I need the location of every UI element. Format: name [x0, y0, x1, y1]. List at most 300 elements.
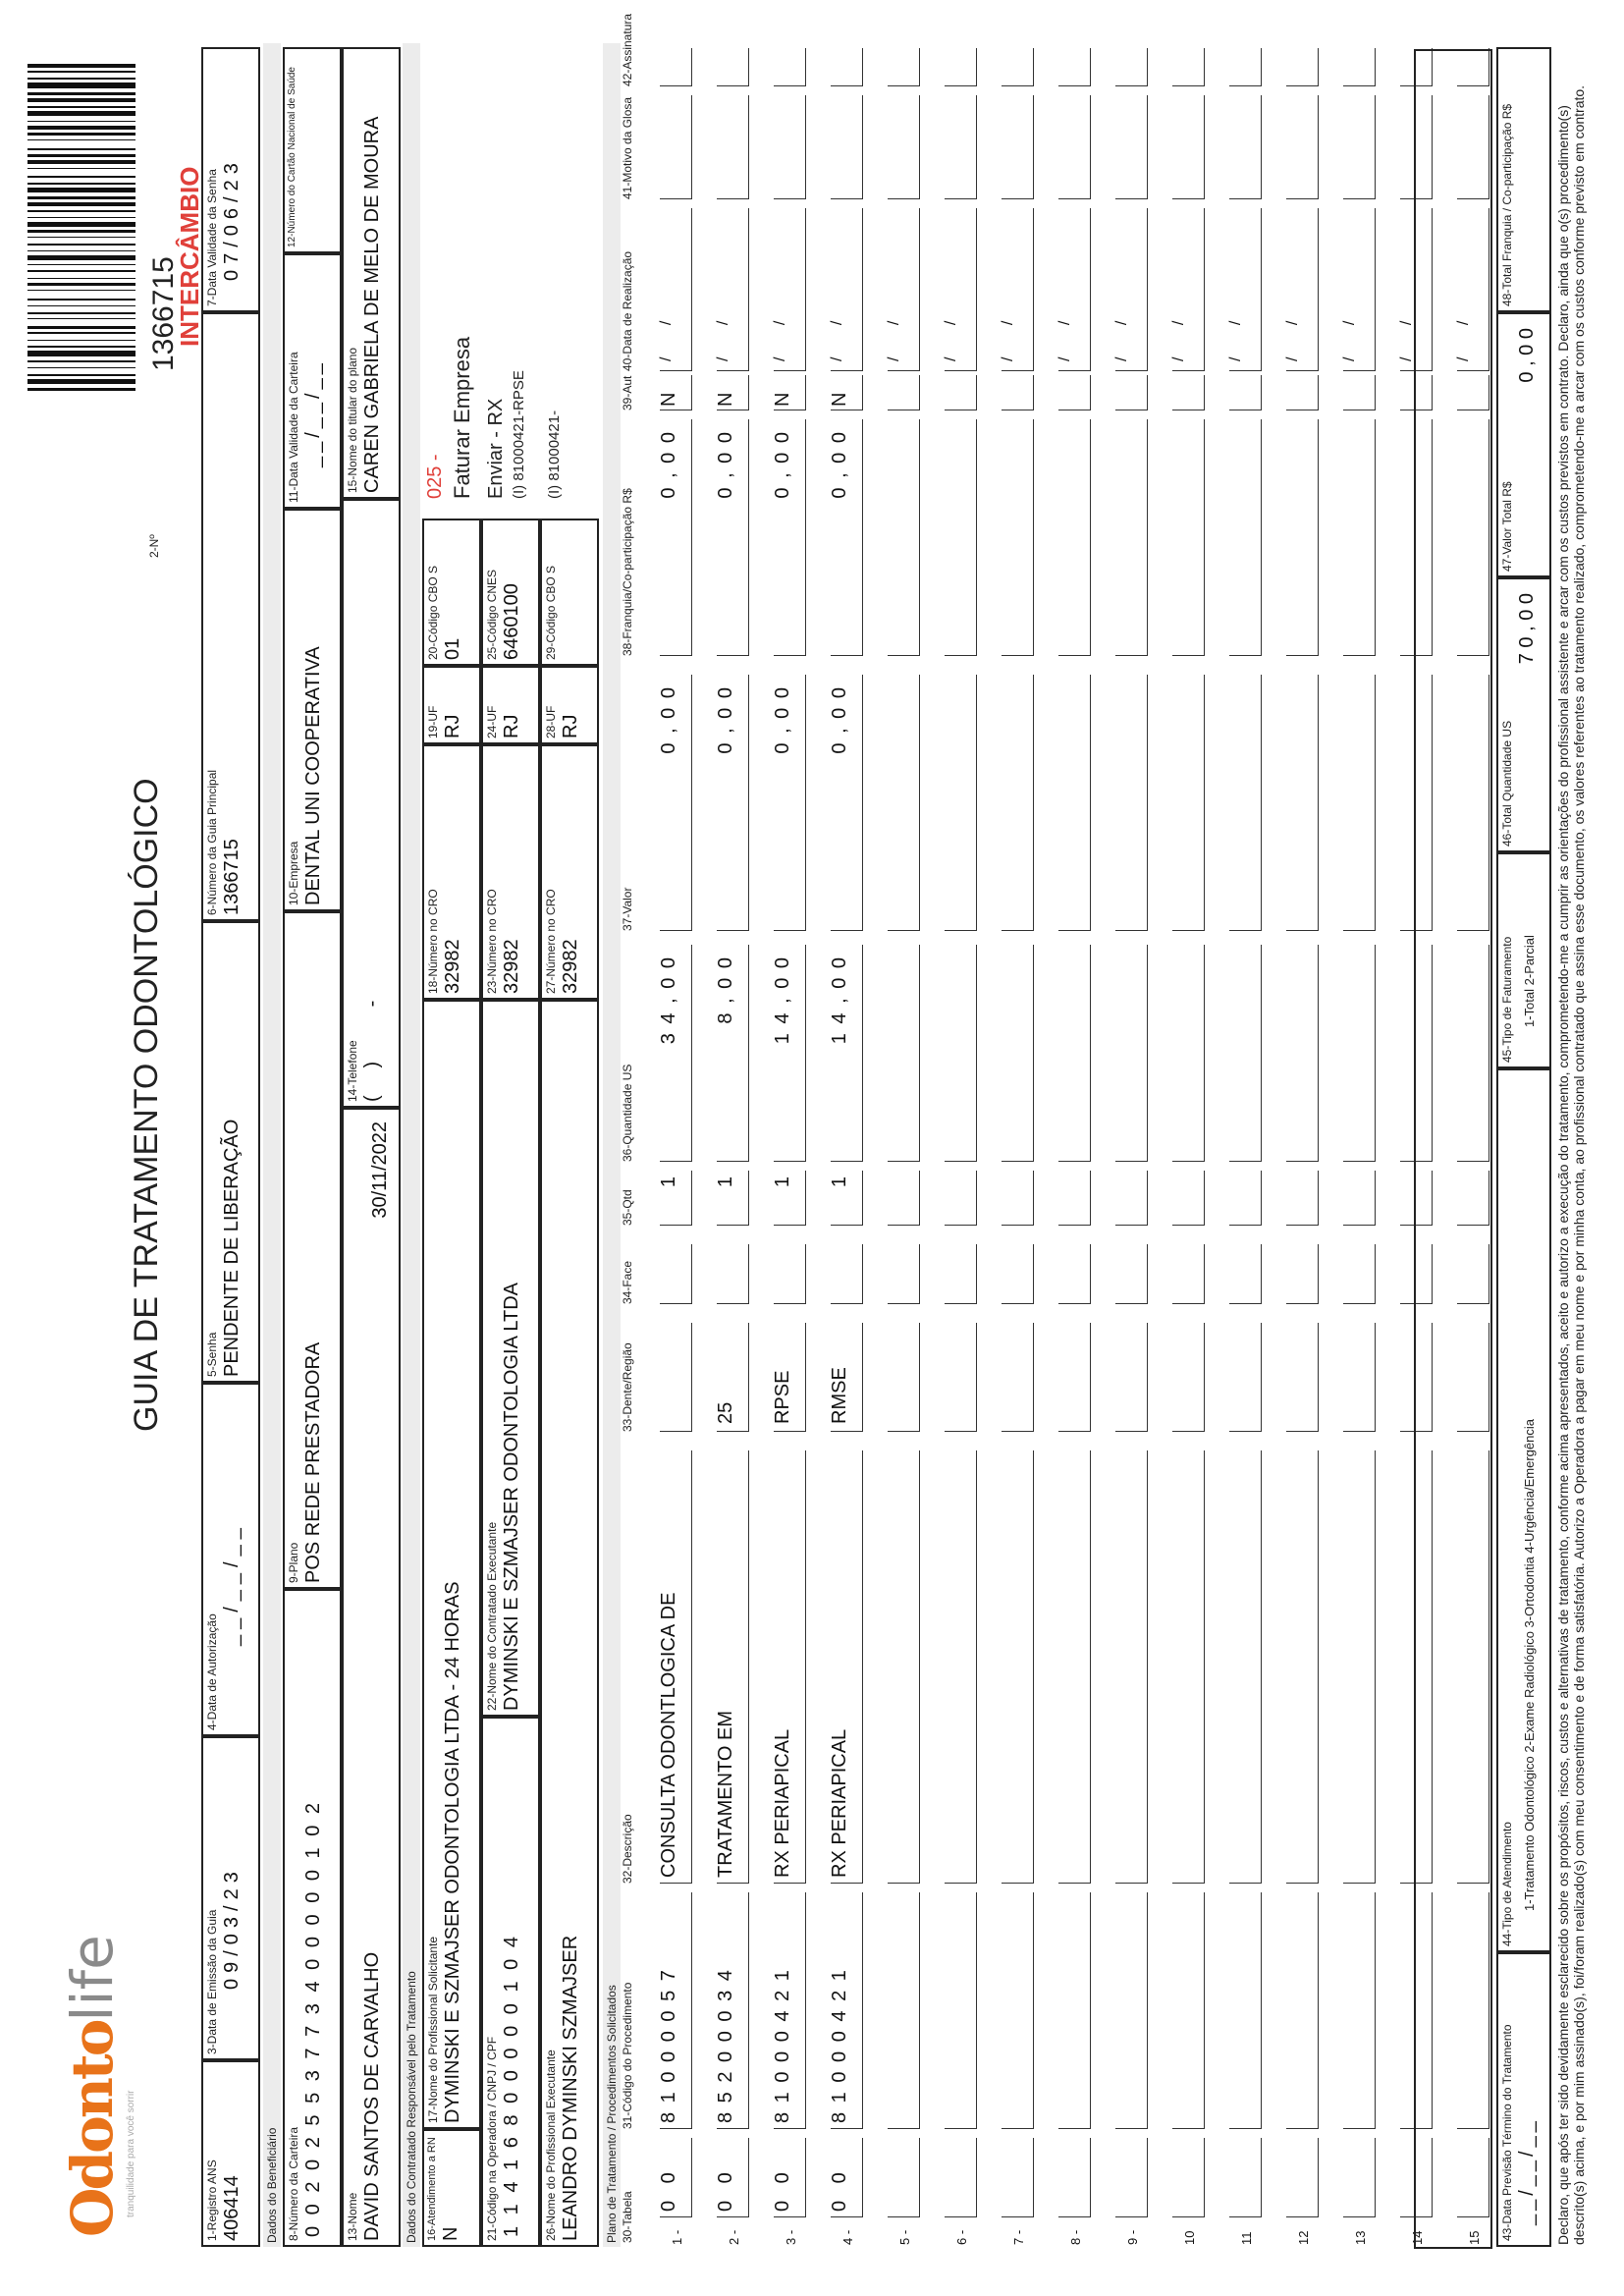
contratado-exec-value: DYMINSKI E SZMAJSER ODONTOLOGIA LTDA	[501, 1282, 522, 1711]
cell-underline	[1115, 1892, 1148, 2129]
status-code: 025 -	[424, 454, 446, 499]
cell-underline	[1229, 2138, 1262, 2217]
cell-underline	[888, 1323, 920, 1432]
row-number: 9 -	[1125, 2229, 1140, 2245]
field-cns[interactable]: 12-Número do Cartão Nacional de Saúde	[283, 47, 342, 253]
cell-underline	[1229, 419, 1262, 656]
field-uf2[interactable]: 24-UF RJ	[481, 666, 540, 744]
cell-underline	[1172, 95, 1205, 199]
barcode-bar	[27, 318, 135, 319]
quantidade-us-value: 3 4 , 0 0	[658, 956, 679, 1045]
cell-underline	[1343, 1244, 1376, 1304]
empresa-value: DENTAL UNI COOPERATIVA	[302, 646, 324, 905]
row-number: 3 -	[784, 2229, 798, 2245]
row-number: 8 -	[1068, 2229, 1083, 2245]
logo-text-odonto: Odonto	[59, 2021, 126, 2237]
uf-value: RJ	[442, 714, 463, 738]
field-prof-solicitante[interactable]: 17-Nome do Profissional Solicitante DYMINSKI E SZMAJSER ODONTOLOGIA LTDA - 24 HORAS	[422, 1000, 481, 2129]
data-realizacao-value: / /	[829, 306, 845, 361]
field-validade-carteira[interactable]: 11-Data Validade da Carteira __/__/__	[283, 253, 342, 509]
cell-underline	[888, 1892, 920, 2129]
field-prof-exec[interactable]: 26-Nome do Profissional Executante LEANDRO DYMINSKI SZMAJSER	[540, 1000, 599, 2247]
cell-underline	[1343, 1323, 1376, 1432]
cell-underline	[717, 95, 749, 199]
barcode-bar	[27, 332, 135, 334]
barcode-bar	[27, 264, 135, 265]
cell-underline	[1115, 1323, 1148, 1432]
prof-exec-value: LEANDRO DYMINSKI SZMAJSER	[560, 1935, 581, 2241]
cod-operadora-value: 1 1 4 1 6 8 0 0 0 0 0 1 0 4	[501, 1934, 522, 2237]
field-senha[interactable]: 5-Senha PENDENTE DE LIBERAÇÃO	[201, 921, 260, 1383]
cell-underline	[945, 2138, 977, 2217]
cell-underline	[1229, 1244, 1262, 1304]
cell-underline	[1343, 95, 1376, 199]
cell-underline	[717, 1244, 749, 1304]
cell-underline	[888, 945, 920, 1162]
cell-underline	[660, 95, 692, 199]
cell-underline	[945, 419, 977, 656]
cell-underline	[1229, 95, 1262, 199]
data-realizacao-value: / /	[1056, 306, 1073, 361]
field-total-franquia[interactable]: 48-Total Franquia / Co-participação R$	[1496, 47, 1551, 312]
cell-underline	[1286, 1244, 1319, 1304]
field-cro[interactable]: 18-Número no CRO 32982	[422, 744, 481, 1000]
cell-underline	[1343, 1171, 1376, 1226]
field-tipo-atendimento[interactable]: 44-Tipo de Atendimento 1-Tratamento Odontológico 2-Exame Radiológico 3-Ortodontia 4-Urgência/Emergência	[1496, 1068, 1551, 1952]
descricao-value: CONSULTA ODONTLOGICA DE	[658, 1592, 679, 1878]
cell-underline	[1229, 1171, 1262, 1226]
qtd-value: 1	[715, 1176, 736, 1188]
cell-underline	[1058, 419, 1091, 656]
prof-solicitante-value: DYMINSKI E SZMAJSER ODONTOLOGIA LTDA - 24 HORAS	[442, 1581, 463, 2123]
note-rpse: (I) 81000421-RPSE	[511, 370, 527, 499]
data-realizacao-value: / /	[1000, 306, 1016, 361]
tabela-value: 0 0	[715, 2166, 736, 2212]
cell-underline	[774, 48, 806, 86]
row-number: 15	[1467, 2230, 1482, 2245]
uf2-value: RJ	[501, 714, 522, 738]
cell-underline	[945, 375, 977, 410]
cell-underline	[774, 95, 806, 199]
barcode-bar	[27, 374, 135, 376]
field-observacao-box[interactable]	[1414, 49, 1492, 2249]
cell-underline	[1286, 95, 1319, 199]
cell-underline	[888, 1244, 920, 1304]
cell-underline	[1058, 1171, 1091, 1226]
cell-underline	[1058, 675, 1091, 931]
field-cod-operadora[interactable]: 21-Código na Operadora / CNPJ / CPF 1 1 4 1 6 8 0 0 0 0 0 1 0 4	[481, 1717, 540, 2247]
barcode-bar	[27, 196, 135, 199]
table-row[interactable]	[1267, 47, 1324, 2247]
cell-underline	[1286, 1892, 1319, 2129]
cell-underline	[660, 1323, 692, 1432]
barcode-bar	[27, 250, 135, 251]
table-row[interactable]	[697, 47, 754, 2247]
row-number: 2 -	[727, 2229, 741, 2245]
cell-underline	[945, 1892, 977, 2129]
cell-underline	[660, 48, 692, 86]
field-plano[interactable]: 9-Plano POS REDE PRESTADORA	[283, 911, 342, 1589]
note-enviar-rx: Enviar - RX	[485, 398, 507, 499]
cell-underline	[945, 1450, 977, 1884]
valor-total-value: 0 , 0 0	[1516, 328, 1538, 383]
table-row[interactable]	[925, 47, 982, 2247]
data-realizacao-value: / /	[1398, 306, 1415, 361]
barcode-bar	[27, 351, 135, 356]
table-row[interactable]	[640, 47, 697, 2247]
cell-underline	[831, 48, 863, 86]
cell-underline	[1172, 1450, 1205, 1884]
tabela-value: 0 0	[829, 2166, 850, 2212]
cell-underline	[1115, 945, 1148, 1162]
data-emissao-value: 09/03/23	[221, 1866, 243, 1990]
cell-underline	[1229, 48, 1262, 86]
table-row[interactable]	[1210, 47, 1267, 2247]
barcode-bar	[27, 222, 135, 227]
barcode-bar	[27, 360, 135, 362]
telefone-value: ( ) -	[361, 1000, 383, 1102]
table-row[interactable]	[1096, 47, 1153, 2247]
field-uf3[interactable]: 28-UF RJ	[540, 666, 599, 744]
barcode-bar	[27, 106, 135, 108]
codigo-value: 8 1 0 0 0 4 2 1	[772, 1968, 793, 2123]
total-us-value: 7 0 , 0 0	[1516, 593, 1538, 665]
nome-value: DAVID SANTOS DE CARVALHO	[361, 1951, 383, 2241]
field-validade-senha[interactable]: 7-Data Validade da Senha 07/06/23	[201, 47, 260, 312]
cell-underline	[1343, 375, 1376, 410]
row-number: 5 -	[897, 2229, 912, 2245]
cell-underline	[1058, 375, 1091, 410]
data-realizacao-value: / /	[1227, 306, 1244, 361]
cell-underline	[660, 1244, 692, 1304]
field-cbo3[interactable]: 29-Código CBO S	[540, 519, 599, 666]
barcode-bar	[27, 312, 135, 314]
cell-underline	[1001, 945, 1034, 1162]
cell-underline	[1343, 1450, 1376, 1884]
codigo-value: 8 1 0 0 0 0 5 7	[658, 1968, 679, 2123]
barcode-bar	[27, 148, 135, 150]
field-empresa[interactable]: 10-Empresa DENTAL UNI COOPERATIVA	[283, 509, 342, 911]
barcode-bar	[27, 283, 135, 286]
cell-underline	[945, 1323, 977, 1432]
cro-value: 32982	[442, 939, 463, 994]
cell-underline	[1172, 1892, 1205, 2129]
field-total-us[interactable]: 46-Total Quantidade US 7 0 , 0 0	[1496, 577, 1551, 852]
procedures-header: 30-Tabela 31-Código do Procedimento 32-Descrição 33-Dente/Região 34-Face 35-Qtd 36-Quantidade US 37-Valor 38-Franquia/Co-participação R$ 39-Aut 40-Data de Realização 41-Motivo da Glosa 42-Assinatura	[621, 13, 634, 2243]
titular-value: CAREN GABRIELA DE MELO DE MOURA	[361, 116, 383, 493]
barcode-bar	[27, 305, 135, 306]
cell-underline	[1058, 1450, 1091, 1884]
data-autorizacao-value: __/__/__	[221, 1522, 243, 1646]
franquia-value: 0 , 0 0	[772, 430, 793, 499]
cbo-value: 01	[442, 637, 463, 660]
cell-underline	[1172, 1171, 1205, 1226]
cell-underline	[945, 675, 977, 931]
data-realizacao-value: / /	[886, 306, 902, 361]
row-number: 6 -	[954, 2229, 969, 2245]
cell-underline	[1343, 675, 1376, 931]
barcode-bar	[27, 111, 135, 116]
cell-underline	[888, 1171, 920, 1226]
cell-underline	[1229, 1450, 1262, 1884]
logo	[59, 1935, 147, 2237]
valor-value: 0 , 0 0	[772, 685, 793, 754]
row-number: 7 -	[1011, 2229, 1026, 2245]
quantidade-us-value: 8 , 0 0	[715, 956, 736, 1024]
registro-ans-value: 406414	[221, 2175, 243, 2241]
field-cnes[interactable]: 25-Código CNES 6460100	[481, 519, 540, 666]
validade-senha-value: 07/06/23	[221, 157, 243, 281]
dente-value: 25	[715, 1401, 736, 1424]
quantidade-us-value: 1 4 , 0 0	[829, 956, 850, 1045]
tabela-value: 0 0	[772, 2166, 793, 2212]
cell-underline	[1001, 1450, 1034, 1884]
barcode-bar	[27, 217, 135, 218]
table-row[interactable]	[754, 47, 811, 2247]
barcode-bar	[27, 255, 135, 260]
barcode-bar	[27, 278, 135, 279]
field-previsao[interactable]: 43-Data Previsão Término do Tratamento __/__/__	[1496, 1952, 1551, 2247]
cell-underline	[945, 95, 977, 199]
valor-value: 0 , 0 0	[715, 685, 736, 754]
barcode	[27, 57, 135, 391]
cell-underline	[1229, 375, 1262, 410]
table-row[interactable]	[811, 47, 868, 2247]
cell-underline	[888, 2138, 920, 2217]
barcode-bar	[27, 121, 135, 122]
row-number: 13	[1353, 2230, 1368, 2245]
qtd-value: 1	[658, 1176, 679, 1188]
cell-underline	[1172, 375, 1205, 410]
cell-underline	[1172, 1323, 1205, 1432]
table-row[interactable]	[1324, 47, 1380, 2247]
cell-underline	[1115, 419, 1148, 656]
cell-underline	[1058, 1892, 1091, 2129]
descricao-value: RX PERIAPICAL	[772, 1728, 793, 1878]
cell-underline	[1229, 1892, 1262, 2129]
valor-value: 0 , 0 0	[829, 685, 850, 754]
barcode-bar	[27, 78, 135, 80]
cell-underline	[1115, 2138, 1148, 2217]
cell-underline	[1343, 945, 1376, 1162]
dente-value: RPSE	[772, 1370, 793, 1424]
row-number: 11	[1239, 2231, 1254, 2245]
data-realizacao-value: / /	[1170, 306, 1187, 361]
cell-underline	[1001, 419, 1034, 656]
note-81000421: (I) 81000421-	[546, 410, 563, 499]
quantidade-us-value: 1 4 , 0 0	[772, 956, 793, 1045]
atendimento-rn-value: N	[440, 2226, 461, 2241]
field-numero-guia-principal[interactable]: 6-Número da Guia Principal 1366715	[201, 312, 260, 921]
cell-underline	[888, 95, 920, 199]
field-nome[interactable]: 13-Nome DAVID SANTOS DE CARVALHO 30/11/2022	[342, 1108, 401, 2247]
barcode-bar	[27, 126, 135, 130]
data-realizacao-value: / /	[1284, 306, 1301, 361]
uf3-value: RJ	[560, 714, 581, 738]
valor-value: 0 , 0 0	[658, 685, 679, 754]
cell-underline	[1001, 95, 1034, 199]
guide-type-badge: INTERCÂMBIO	[175, 166, 204, 347]
cell-underline	[1115, 1450, 1148, 1884]
page-title: GUIA DE TRATAMENTO ODONTOLÓGICO	[128, 778, 165, 1432]
cell-underline	[1001, 375, 1034, 410]
dente-value: RMSE	[829, 1367, 850, 1424]
cell-underline	[1343, 48, 1376, 86]
cell-underline	[1343, 1892, 1376, 2129]
codigo-value: 8 5 2 0 0 0 3 4	[715, 1968, 736, 2123]
cell-underline	[717, 48, 749, 86]
cro3-value: 32982	[560, 939, 581, 994]
cell-underline	[1286, 48, 1319, 86]
barcode-bar	[27, 290, 135, 291]
cell-underline	[1286, 1171, 1319, 1226]
field-telefone[interactable]: 14-Telefone ( ) -	[342, 499, 401, 1108]
cell-underline	[888, 1450, 920, 1884]
qtd-value: 1	[829, 1176, 850, 1188]
franquia-value: 0 , 0 0	[715, 430, 736, 499]
barcode-bar	[27, 340, 135, 341]
barcode-bar	[27, 270, 135, 272]
table-row[interactable]	[868, 47, 925, 2247]
table-row[interactable]	[1039, 47, 1096, 2247]
cell-underline	[1001, 48, 1034, 86]
cell-underline	[1115, 675, 1148, 931]
cell-underline	[1115, 1171, 1148, 1226]
cell-underline	[1001, 2138, 1034, 2217]
row-number: 12	[1296, 2230, 1311, 2245]
cell-underline	[1172, 945, 1205, 1162]
cnes-value: 6460100	[501, 583, 522, 660]
descricao-value: TRATAMENTO EM	[715, 1711, 736, 1878]
field-contratado-exec[interactable]: 22-Nome do Contratado Executante DYMINSKI E SZMAJSER ODONTOLOGIA LTDA	[481, 1000, 540, 1717]
procedures-table	[640, 47, 1494, 2247]
cell-underline	[1001, 1323, 1034, 1432]
senha-value: PENDENTE DE LIBERAÇÃO	[221, 1119, 243, 1377]
field-uf[interactable]: 19-UF RJ	[422, 666, 481, 744]
data-realizacao-value: / /	[658, 306, 675, 361]
cell-underline	[1115, 1244, 1148, 1304]
cell-underline	[888, 675, 920, 931]
cell-underline	[1058, 2138, 1091, 2217]
field-atendimento-rn[interactable]: 16-Atendimento a RN N	[422, 2129, 481, 2247]
cell-underline	[1343, 419, 1376, 656]
cell-underline	[1172, 419, 1205, 656]
field-carteira[interactable]: 8-Número da Carteira 0 0 2 0 2 5 5 3 7 7 3 4 0 0 0 0 0 1 0 2	[283, 1589, 342, 2247]
section-contratado: Dados do Contratado Responsável pelo Tratamento	[403, 43, 420, 2247]
barcode-bar	[27, 230, 135, 233]
status-text: Faturar Empresa	[450, 336, 474, 499]
barcode-bar	[27, 133, 135, 136]
data-realizacao-value: / /	[1455, 306, 1472, 361]
cell-underline	[1115, 95, 1148, 199]
table-row[interactable]	[982, 47, 1039, 2247]
barcode-bar	[27, 244, 135, 246]
guide-number: 1366715	[147, 256, 180, 371]
aut-value: N	[829, 392, 850, 407]
cell-underline	[1058, 945, 1091, 1162]
cell-underline	[888, 419, 920, 656]
field-tipo-faturamento[interactable]: 45-Tipo de Faturamento 1-Total 2-Parcial	[1496, 852, 1551, 1068]
cro2-value: 32982	[501, 939, 522, 994]
cell-underline	[1229, 1323, 1262, 1432]
data-realizacao-value: / /	[943, 306, 959, 361]
descricao-value: RX PERIAPICAL	[829, 1728, 850, 1878]
cell-underline	[945, 945, 977, 1162]
field-cro2[interactable]: 23-Número no CRO 32982	[481, 744, 540, 1000]
cell-underline	[945, 1171, 977, 1226]
cell-underline	[1286, 1450, 1319, 1884]
field-cro3[interactable]: 27-Número no CRO 32982	[540, 744, 599, 1000]
barcode-bar	[27, 71, 135, 73]
barcode-bar	[27, 346, 135, 348]
data-realizacao-value: / /	[1113, 306, 1130, 361]
row-number: 10	[1182, 2230, 1197, 2245]
cell-underline	[1001, 1171, 1034, 1226]
cell-underline	[1172, 675, 1205, 931]
row-number: 4 -	[840, 2229, 855, 2245]
cell-underline	[1001, 675, 1034, 931]
section-beneficiario: Dados do Beneficiário	[263, 43, 281, 2247]
row-number: 14	[1410, 2230, 1425, 2245]
data-realizacao-value: / /	[1341, 306, 1358, 361]
cell-underline	[1229, 675, 1262, 931]
cell-underline	[945, 1244, 977, 1304]
logo-text-life: life	[59, 1935, 126, 2022]
cell-underline	[1172, 2138, 1205, 2217]
barcode-bar	[27, 64, 135, 68]
cell-underline	[1172, 1244, 1205, 1304]
field-valor-total[interactable]: 47-Valor Total R$ 0 , 0 0	[1496, 312, 1551, 577]
table-row[interactable]	[1153, 47, 1210, 2247]
cell-underline	[1286, 375, 1319, 410]
field-data-emissao[interactable]: 3-Data de Emissão da Guia 09/03/23	[201, 1736, 260, 2060]
nome-date: 30/11/2022	[369, 1121, 391, 1219]
carteira-value: 0 0 2 0 2 5 5 3 7 7 3 4 0 0 0 0 0 1 0 2	[302, 1799, 324, 2237]
field-data-autorizacao[interactable]: 4-Data de Autorização __/__/__	[201, 1383, 260, 1736]
declaration-text: Declaro, que após ter sido devidamente esclarecido sobre os propósitos, riscos, custos e alternativas de tratamento, conforme acima apresentados, aceito e autorizo a execução do tratamento, comprometendo-me a cumprir as orientações do profissional assistente e arcar com os custos previstos em contrato. Declaro, ainda que o(s) procedimento(s) descrito(s) acima, e por mim assinado(s), foi/foram realizado(s) com meu consentimento e de forma satisfatória. Autorizo a Operadora a pagar em meu nome e por minha conta, ao profissional contratado que assina esse documento, os valores referentes ao tratamento realizado, comprometendo-me a arcar com os custos conforme previsto em contrato.	[1555, 84, 1587, 2245]
aut-value: N	[772, 392, 793, 407]
numero-guia-principal-value: 1366715	[221, 839, 243, 915]
qtd-value: 1	[772, 1176, 793, 1188]
barcode-bar	[27, 139, 135, 140]
field-registro-ans[interactable]: 1-Registro ANS 406414	[201, 2060, 260, 2247]
field-titular[interactable]: 15-Nome do titular do plano CAREN GABRIELA DE MELO DE MOURA	[342, 47, 401, 499]
barcode-bar	[27, 367, 135, 368]
cell-underline	[774, 1244, 806, 1304]
section-procedures: Plano de Tratamento / Procedimentos Solicitados	[603, 43, 621, 2247]
data-realizacao-value: / /	[772, 306, 788, 361]
validade-carteira-value: __/__/__	[302, 359, 324, 467]
cell-underline	[1286, 419, 1319, 656]
field-cbo[interactable]: 20-Código CBO S 01	[422, 519, 481, 666]
barcode-bar	[27, 160, 135, 164]
barcode-bar	[27, 237, 135, 238]
aut-value: N	[715, 392, 736, 407]
cell-underline	[1286, 945, 1319, 1162]
tabela-value: 0 0	[658, 2166, 679, 2212]
row-number: 1 -	[670, 2229, 684, 2245]
cell-underline	[1001, 1892, 1034, 2129]
barcode-bar	[27, 388, 135, 391]
cell-underline	[831, 1244, 863, 1304]
guide-number-label: 2-Nº	[147, 534, 161, 558]
franquia-value: 0 , 0 0	[658, 430, 679, 499]
cell-underline	[1286, 2138, 1319, 2217]
barcode-bar	[27, 176, 135, 178]
cell-underline	[1058, 1323, 1091, 1432]
barcode-bar	[27, 183, 135, 185]
plano-value: POS REDE PRESTADORA	[302, 1341, 324, 1583]
